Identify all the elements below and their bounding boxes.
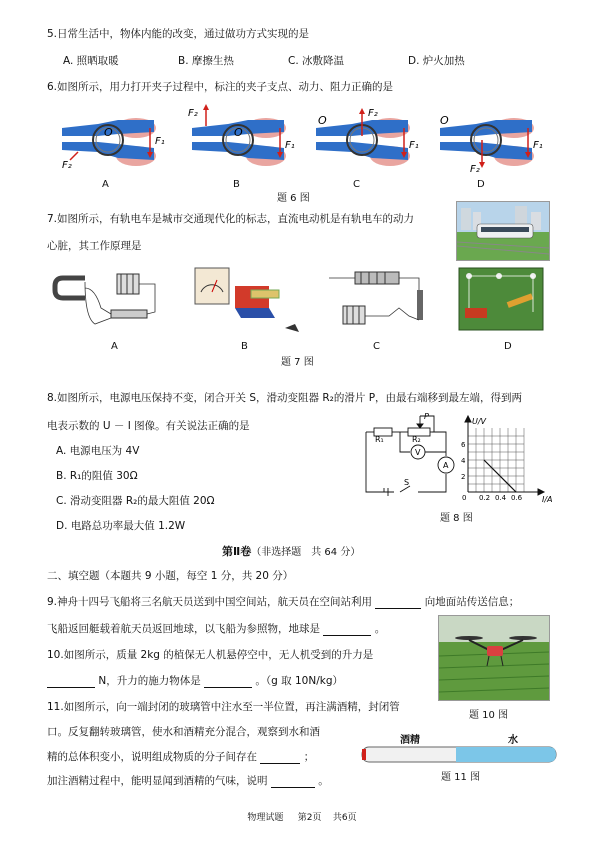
q8-option-c: C. 滑动变阻器 R₂的最大阻值 20Ω — [56, 495, 215, 507]
q11-caption: 题 11 图 — [441, 772, 481, 783]
q6-letter-a: A — [102, 179, 109, 190]
q6-a-pivot: O — [104, 126, 113, 139]
q10-line2: N，升力的施力物体是 。（g 取 10N/kg） — [47, 673, 343, 688]
tube-label-alcohol: 酒精 — [400, 735, 420, 746]
q7-figures — [55, 268, 555, 338]
q6-letter-d: D — [477, 179, 485, 190]
svg-text:F₁: F₁ — [285, 140, 295, 151]
q8-caption: 题 8 图 — [440, 513, 473, 524]
q8-option-b: B. R₁的阻值 30Ω — [56, 470, 138, 482]
section2-title: 第Ⅱ卷（非选择题 共 64 分） — [222, 545, 361, 558]
q10-line1: 10.如图所示，质量 2kg 的植保无人机悬停空中，无人机受到的升力是 — [47, 649, 374, 661]
svg-text:F₂: F₂ — [470, 164, 480, 175]
q8-label-v: V — [415, 448, 421, 457]
svg-text:F₂: F₂ — [368, 108, 378, 119]
svg-text:F₁: F₁ — [409, 140, 419, 151]
q7-letter-b: B — [241, 341, 248, 352]
svg-text:F₂: F₂ — [188, 108, 198, 119]
q8-graph-xtick-04: 0.4 — [495, 494, 507, 502]
q6-letter-c: C — [353, 179, 360, 190]
q7-stem-2: 心脏，其工作原理是 — [47, 240, 142, 252]
glass-tube — [360, 744, 560, 766]
q8-option-a: A. 电源电压为 4V — [56, 445, 140, 457]
q8-option-d: D. 电路总功率最大值 1.2W — [56, 520, 186, 532]
q6-letter-b: B — [233, 179, 240, 190]
q6-stem: 6.如图所示，用力打开夹子过程中，标注的夹子支点、动力、阻力正确的是 — [47, 81, 394, 93]
q7-stem-1: 7.如图所示，有轨电车是城市交通现代化的标志，直流电动机是有轨电车的动力 — [47, 213, 415, 225]
q5-option-c: C. 冰敷降温 — [288, 55, 345, 67]
q8-graph-origin: 0 — [462, 494, 467, 502]
tube-label-water: 水 — [508, 735, 518, 746]
part2-heading: 二、填空题（本题共 9 小题，每空 1 分，共 20 分） — [47, 570, 294, 582]
q10-caption: 题 10 图 — [469, 710, 509, 721]
q8-stem-2: 电表示数的 U － I 图像。有关说法正确的是 — [47, 420, 250, 432]
q9-line2: 飞船返回艇载着航天员返回地球，以飞船为参照物，地球是 。 — [47, 623, 386, 635]
q8-label-p: P — [424, 412, 429, 421]
q8-stem-1: 8.如图所示，电源电压保持不变，闭合开关 S，滑动变阻器 R₂的滑片 P，由最右端移到最左端，得到两 — [47, 392, 523, 404]
q8-ui-graph — [462, 416, 552, 504]
svg-text:O: O — [440, 114, 449, 127]
q8-graph-ytick-4: 4 — [461, 457, 466, 465]
q7-letter-c: C — [373, 341, 380, 352]
q8-graph-ytick-6: 6 — [461, 441, 466, 449]
drone-photo — [438, 615, 550, 701]
q9-line1: 9.神舟十四号飞船将三名航天员送到中国空间站，航天员在空间站利用 向地面站传送信息； — [47, 596, 520, 608]
q8-graph-ytick-2: 2 — [461, 473, 466, 481]
q11-line1: 11.如图所示，向一端封闭的玻璃管中注水至一半位置，再注满酒精，封闭管 — [47, 701, 400, 713]
q8-graph-ylabel: U/V — [472, 417, 487, 426]
svg-text:F₂: F₂ — [62, 160, 72, 171]
q8-circuit — [360, 410, 460, 500]
q8-label-r1: R₁ — [375, 435, 384, 444]
svg-text:O: O — [318, 114, 327, 127]
q6-caption: 题 6 图 — [277, 193, 310, 204]
q11-line3: 精的总体积变小，说明组成物质的分子间存在 ； — [47, 751, 315, 763]
q5-option-a: A. 照晒取暖 — [63, 55, 119, 67]
svg-text:F₁: F₁ — [155, 136, 165, 147]
q8-label-s: S — [404, 478, 410, 487]
q5-stem: 5.日常生活中，物体内能的改变，通过做功方式实现的是 — [47, 28, 310, 40]
svg-text:O: O — [234, 126, 243, 139]
q7-caption: 题 7 图 — [281, 357, 314, 368]
q8-label-a: A — [443, 461, 449, 470]
page-footer: 物理试题 第2页 共6页 — [247, 813, 357, 823]
q7-letter-d: D — [504, 341, 512, 352]
q8-graph-xlabel: I/A — [542, 495, 553, 504]
q7-letter-a: A — [111, 341, 118, 352]
tram-photo — [456, 201, 550, 261]
q11-line2: 口。反复翻转玻璃管，使水和酒精充分混合，观察到水和酒 — [47, 726, 320, 738]
q8-label-r2: R₂ — [412, 435, 421, 444]
q8-graph-xtick-06: 0.6 — [511, 494, 523, 502]
q11-line4: 加注酒精过程中，能明显闻到酒精的气味，说明 。 — [47, 775, 329, 787]
q5-option-d: D. 炉火加热 — [408, 55, 465, 67]
clip-figures — [50, 100, 570, 175]
q8-graph-xtick-02: 0.2 — [479, 494, 491, 502]
svg-text:F₁: F₁ — [533, 140, 543, 151]
q5-option-b: B. 摩擦生热 — [178, 55, 234, 67]
